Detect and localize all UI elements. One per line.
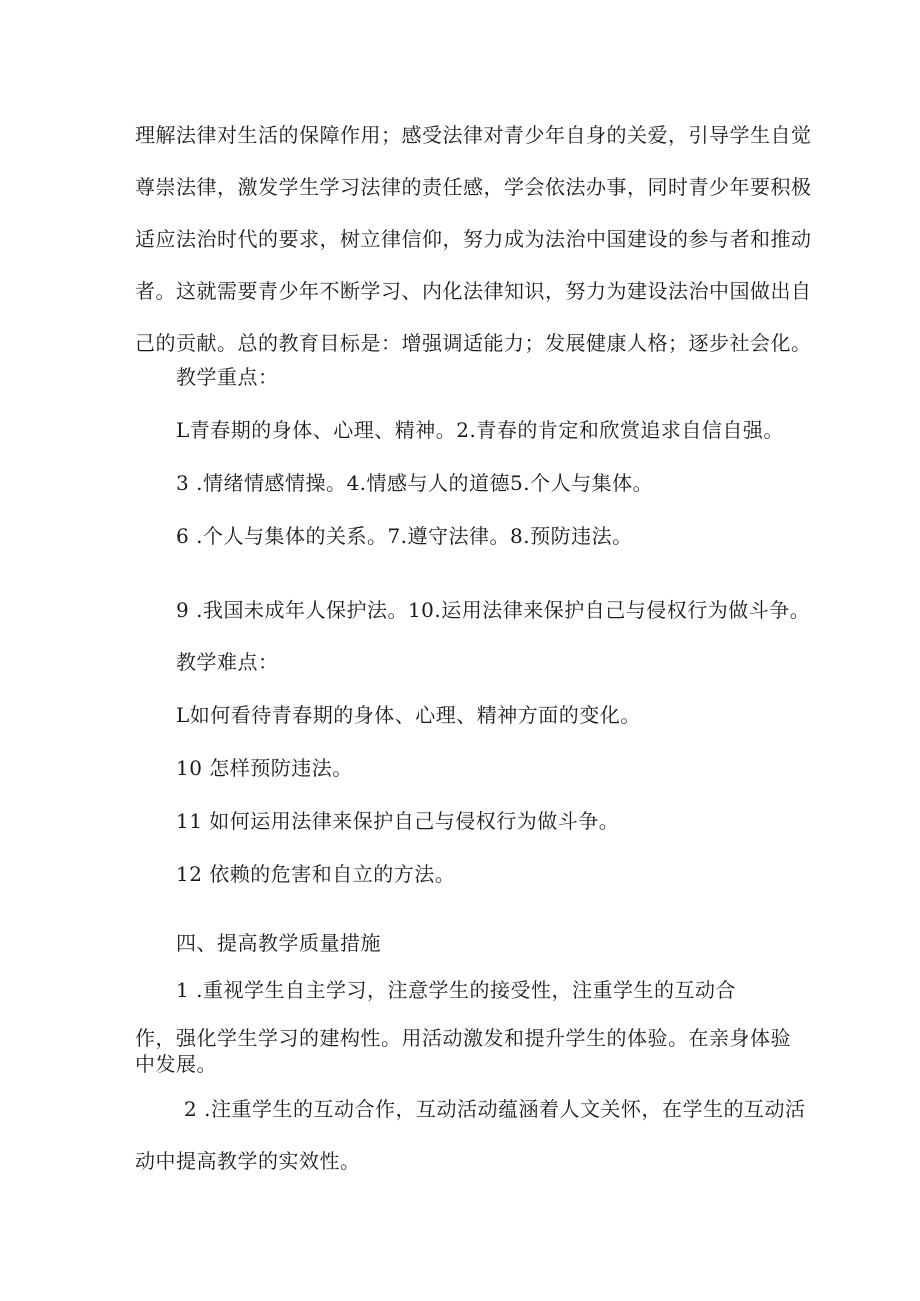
intro-line-3: 适应法治时代的要求，树立律信仰，努力成为法治中国建设的参与者和推动 [135,227,812,251]
measure2-line-1: 2 .注重学生的互动合作，互动活动蕴涵着人文关怀，在学生的互动活 [184,1097,806,1121]
intro-line-1: 理解法律对生活的保障作用；感受法律对青少年自身的关爱，引导学生自觉 [135,123,812,147]
measure1-line-2: 作，强化学生学习的建构性。用活动激发和提升学生的体验。在亲身体验 [135,1026,791,1050]
difficult-point-item-4: 12 依赖的危害和自立的方法。 [176,862,456,886]
intro-line-2: 尊崇法律，激发学生学习法律的责任感，学会依法办事，同时青少年要积极 [135,175,812,199]
key-points-heading: 教学重点： [176,365,279,389]
key-point-item-4: 9 .我国未成年人保护法。10.运用法律来保护自己与侵权行为做斗争。 [176,598,811,622]
measure1-line-3: 中发展。 [135,1052,217,1076]
key-point-item-1: L青春期的身体、心理、精神。2.青春的肯定和欣赏追求自信自强。 [176,418,784,442]
key-point-item-3: 6 .个人与集体的关系。7.遵守法律。8.预防违法。 [176,524,633,548]
intro-line-5: 己的贡献。总的教育目标是：增强调适能力；发展健康人格；逐步社会化。 [135,331,812,355]
measure2-line-2: 动中提高教学的实效性。 [135,1149,361,1173]
section-four-heading: 四、提高教学质量措施 [176,931,381,955]
difficult-point-item-2: 10 怎样预防违法。 [176,756,353,780]
difficult-points-heading: 教学难点： [176,650,279,674]
key-point-item-2: 3 .情绪情感情操。4.情感与人的道德5.个人与集体。 [176,471,654,495]
difficult-point-item-1: L如何看待青春期的身体、心理、精神方面的变化。 [176,703,641,727]
measure1-line-1: 1 .重视学生自主学习，注意学生的接受性，注重学生的互动合 [176,978,736,1002]
intro-line-4: 者。这就需要青少年不断学习、内化法律知识，努力为建设法治中国做出自 [135,279,812,303]
difficult-point-item-3: 11 如何运用法律来保护自己与侵权行为做斗争。 [176,809,620,833]
